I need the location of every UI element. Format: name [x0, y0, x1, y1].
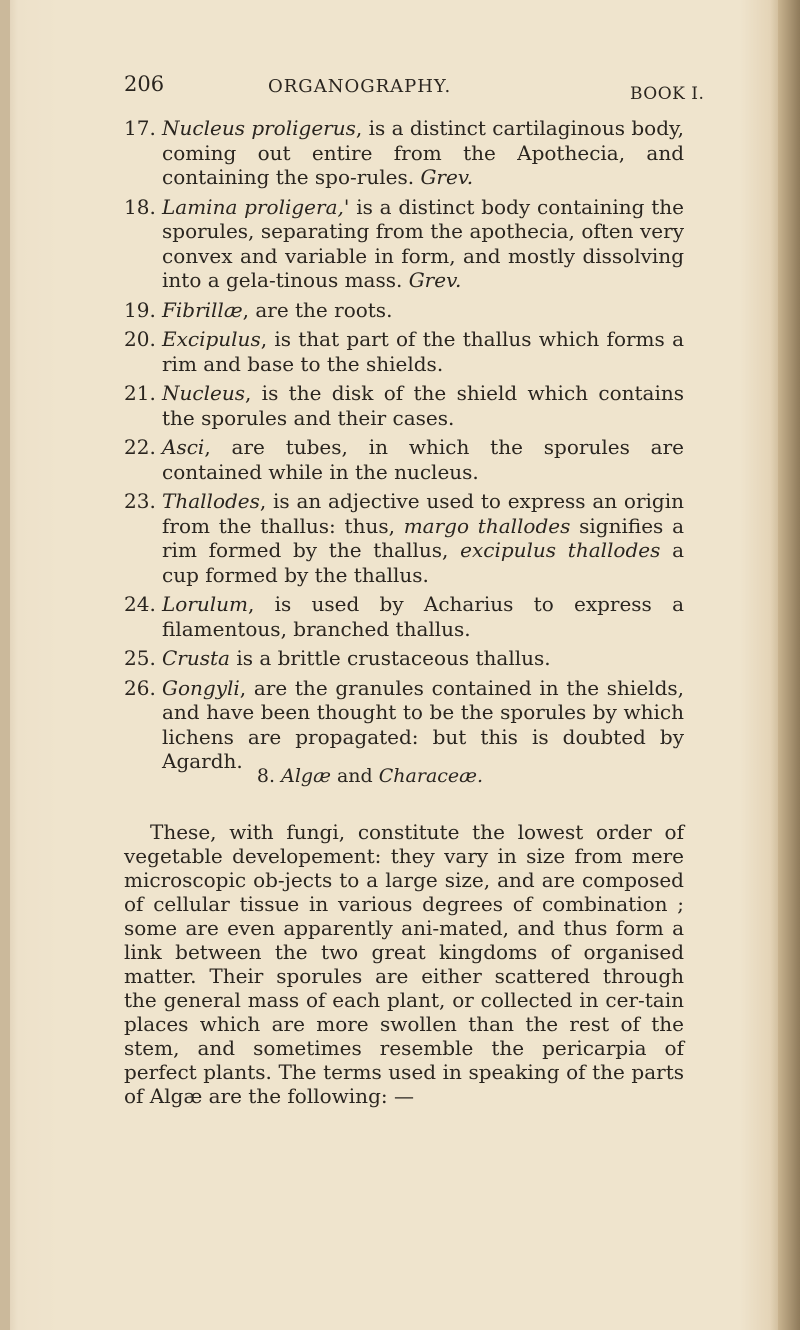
entry-text: is a brittle crustaceous thallus.	[229, 646, 551, 670]
entry-text: ' is a distinct body containing the sporules, separating from the apothecia, often very convex and variable in form, and mostly dissolving into a gela-tinous mass.	[162, 194, 685, 292]
glossary-entry	[124, 381, 684, 430]
entry-term: Lamina proligera,	[162, 194, 344, 219]
entry-number: 26.	[124, 675, 156, 700]
entry-number: 19.	[124, 297, 156, 322]
entry-term: Excipulus	[162, 327, 261, 351]
entry-text: , is that part of the thallus which forms a rim and base to the shields.	[162, 327, 684, 376]
entry-number: 22.	[124, 435, 156, 459]
entry-text: , is the disk of the shield which contains the sporules and their cases.	[162, 381, 684, 430]
entry-term: Nucleus proligerus	[162, 116, 356, 140]
entry-term: Fibrillæ	[162, 297, 243, 322]
entry-text: , are tubes, in which the sporules are contained while in the nucleus.	[162, 435, 684, 484]
entry-text: a cup formed by the thallus.	[162, 538, 685, 587]
glossary-entry	[124, 489, 684, 587]
section-term-algae: Algæ	[281, 765, 331, 787]
glossary-entry	[124, 327, 684, 376]
glossary-entry	[124, 298, 684, 323]
entry-text: , is used by Acharius to express a filamentous, branched thallus.	[162, 592, 684, 641]
entry-text: , is a distinct cartilaginous body, coming out entire from the Apothecia, and containing the spo-rules.	[162, 116, 684, 189]
glossary-entries	[124, 116, 684, 779]
section-heading	[0, 765, 800, 787]
page-header	[0, 50, 800, 104]
section-joiner: and	[336, 765, 373, 787]
entry-number: 17.	[124, 116, 156, 140]
entry-number: 20.	[124, 327, 156, 351]
entry-source: Grev.	[408, 268, 462, 292]
glossary-entry	[124, 435, 684, 484]
entry-term: Asci	[162, 435, 205, 459]
entry-term: Lorulum	[162, 592, 249, 616]
page-left-edge	[0, 0, 10, 1330]
glossary-entry	[124, 676, 684, 774]
glossary-entry	[124, 646, 684, 671]
glossary-entry	[124, 116, 684, 190]
entry-term: Nucleus	[162, 381, 245, 405]
section-number: 8.	[256, 765, 276, 787]
entry-number: 18.	[124, 194, 156, 219]
entry-text: , are the granules contained in the shields, and have been thought to be the sporules by which lichens are propagated: but this is doubted by Agardh.	[162, 675, 684, 773]
entry-number: 24.	[124, 592, 156, 616]
entry-number: 21.	[124, 381, 156, 405]
entry-term: Gongyli	[162, 675, 240, 700]
entry-text: signifies a rim formed by the thallus,	[162, 513, 684, 562]
entry-source: Grev.	[420, 165, 474, 189]
entry-term: Thallodes	[162, 489, 260, 513]
page-number: 206	[124, 72, 165, 96]
entry-term: Crusta	[162, 646, 230, 670]
glossary-entry	[124, 592, 684, 641]
book-label: BOOK I.	[630, 84, 705, 104]
entry-number: 23.	[124, 489, 156, 513]
glossary-entry	[124, 195, 684, 293]
body-paragraph: These, with fungi, constitute the lowest order of vegetable developement: they vary in size from mere microscopic ob-jects to a large size, and are composed of cellular tissue in various degrees of combination ; some are even apparently ani-mated, and thus form a link between the two great kingdoms of organised matter. Their sporules are either scattered through the general mass of each plant, or collected in cer-tain places which are more swollen than the rest of the stem, and sometimes resemble the pericarpia of perfect plants. The terms used in speaking of the parts of Algæ are the following: —	[124, 820, 684, 1108]
entry-text: , is an adjective used to express an origin from the thallus: thus,	[162, 489, 684, 538]
section-term-characeae: Characeæ.	[378, 765, 484, 787]
entry-number: 25.	[124, 646, 156, 670]
entry-italic-phrase: margo thallodes	[403, 513, 571, 538]
page-right-edge	[778, 0, 800, 1330]
entry-italic-phrase: excipulus thallodes	[460, 538, 661, 562]
entry-text: , are the roots.	[242, 297, 393, 322]
running-head: ORGANOGRAPHY.	[268, 76, 452, 97]
